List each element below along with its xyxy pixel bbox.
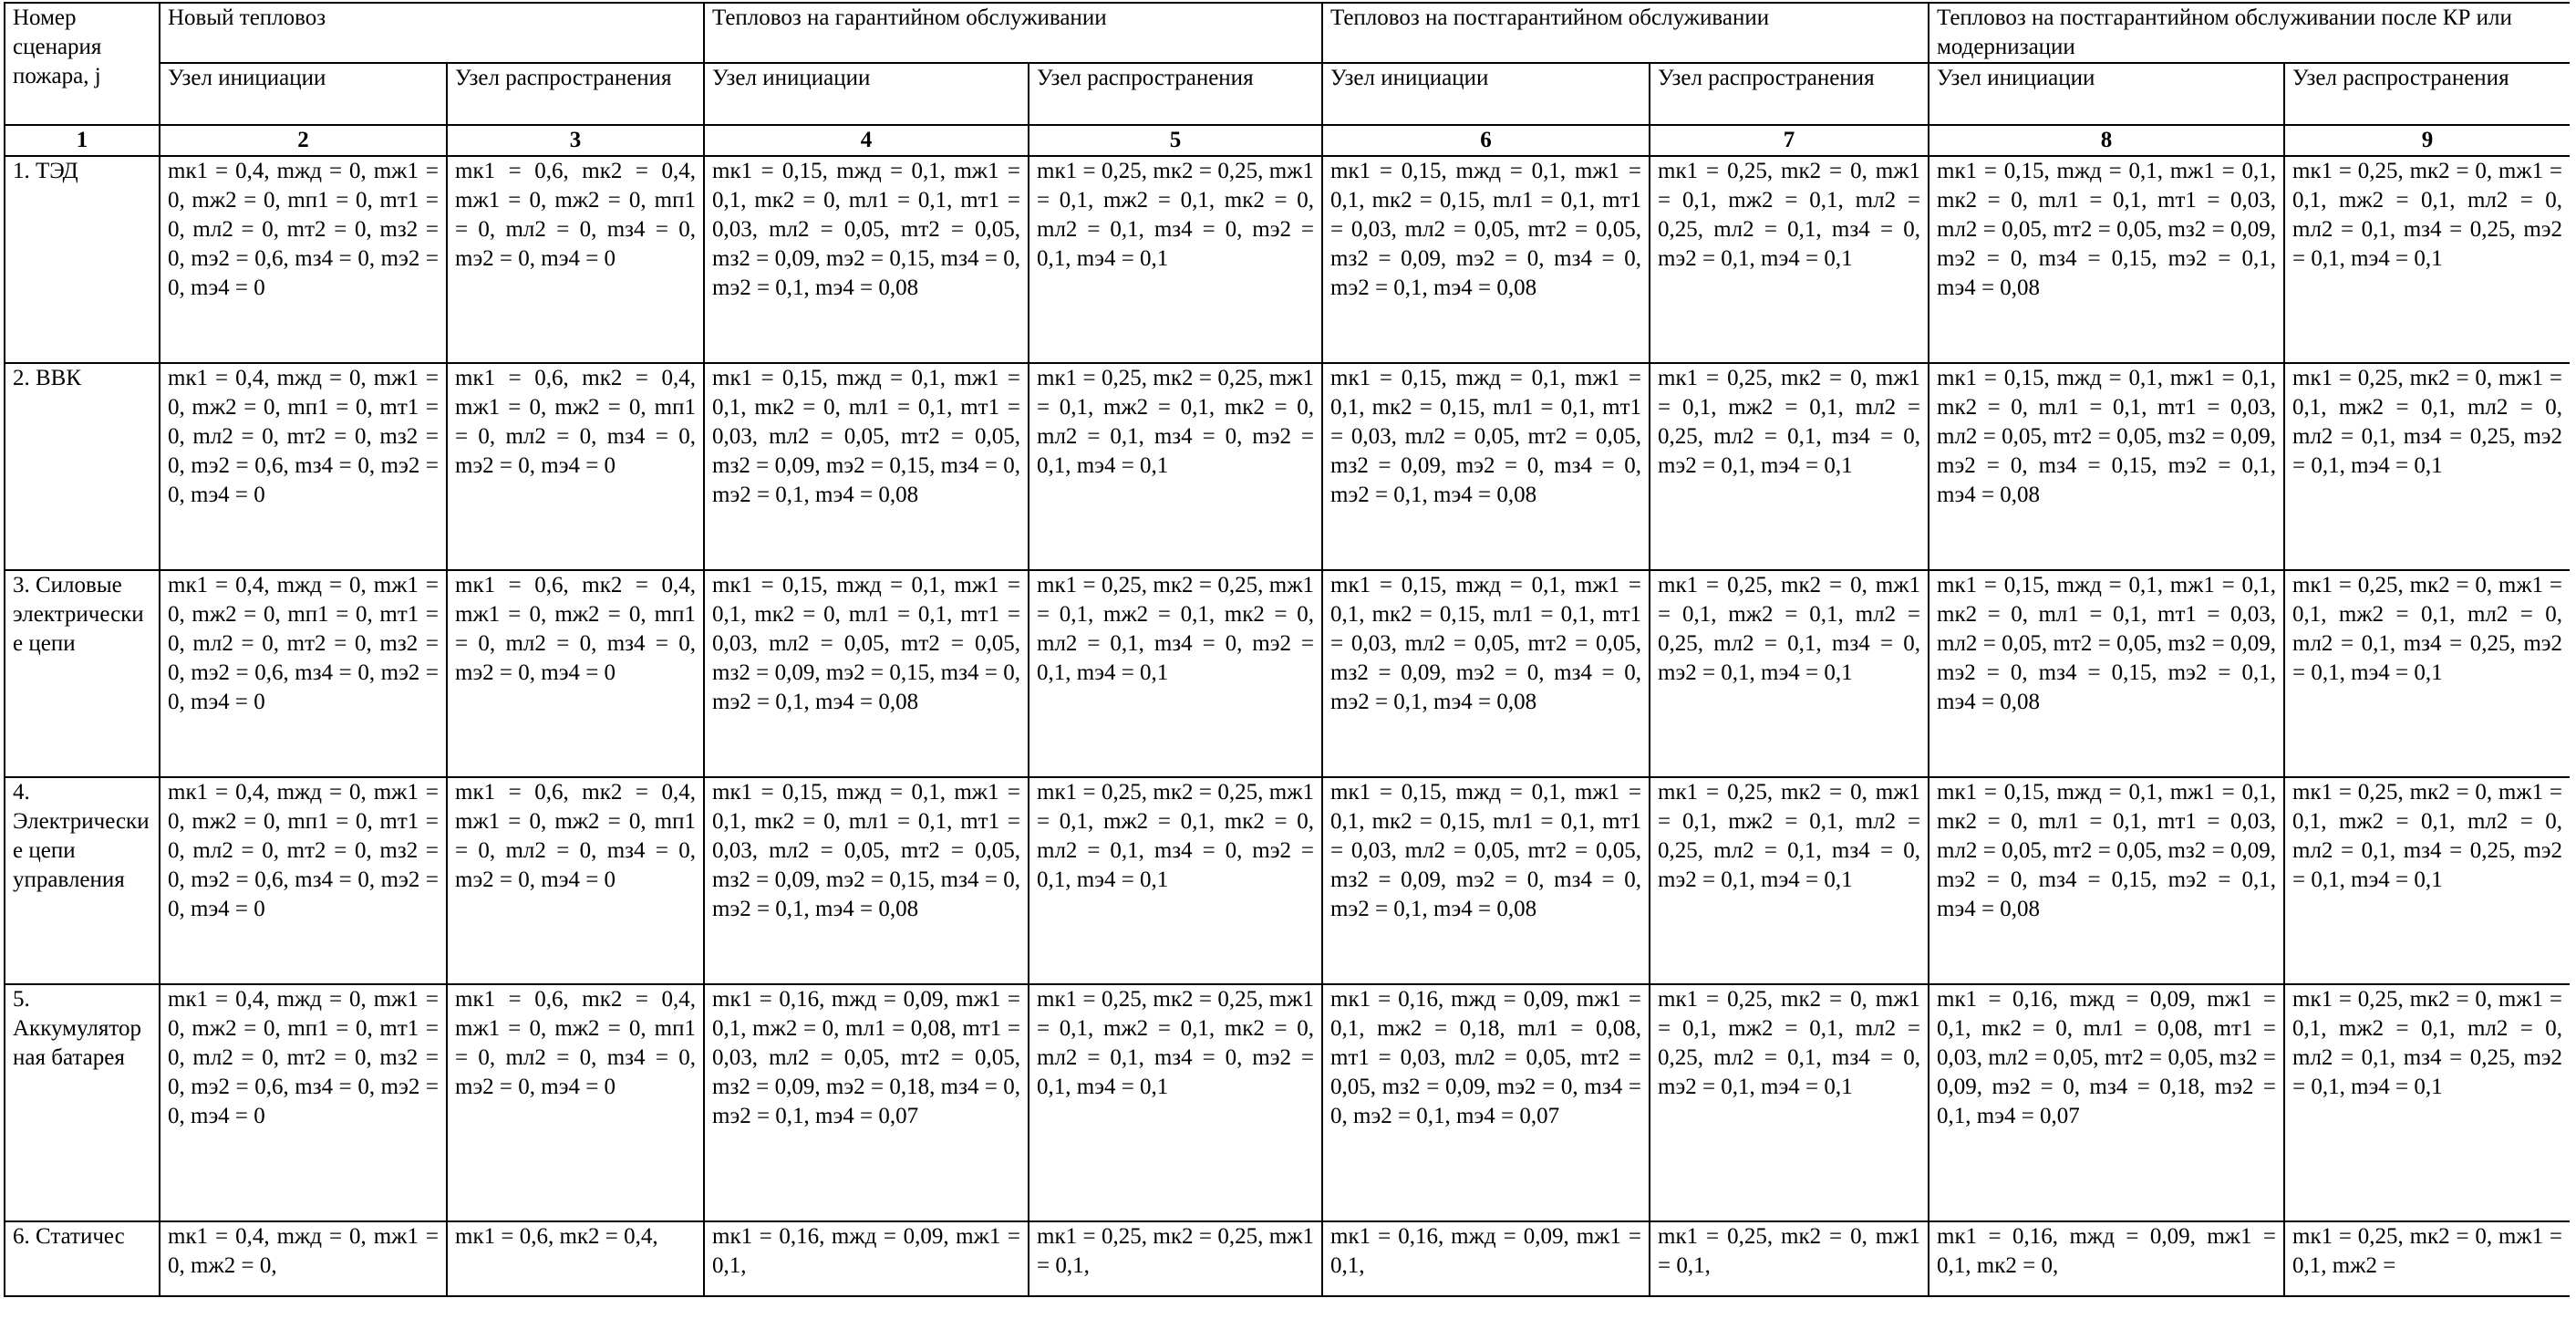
value-cell: mк1 = 0,6, mк2 = 0,4, mж1 = 0, mж2 = 0, mп1 = 0, mл2 = 0, mз4 = 0, mэ2 = 0, mэ4 = 0 <box>447 156 704 363</box>
value-cell: mк1 = 0,25, mк2 = 0,25, mж1 = 0,1, <box>1029 1221 1322 1296</box>
header-init-node: Узел инициации <box>1322 63 1650 125</box>
column-number: 4 <box>704 125 1029 156</box>
value-cell: mк1 = 0,4, mжд = 0, mж1 = 0, mж2 = 0, <box>160 1221 447 1296</box>
header-prop-node: Узел распространения <box>1650 63 1929 125</box>
value-cell: mк1 = 0,25, mк2 = 0, mж1 = 0,1, mж2 = 0,1, mл2 = 0,25, mл2 = 0,1, mз4 = 0, mэ2 = 0,1, mэ4 = 0,1 <box>1650 363 1929 570</box>
header-row-numbers <box>5 125 2570 156</box>
table-row <box>5 984 2570 1221</box>
header-prop-node: Узел распространения <box>2284 63 2570 125</box>
value-cell: mк1 = 0,16, mжд = 0,09, mж1 = 0,1, mж2 = 0,18, mл1 = 0,08, mт1 = 0,03, mл2 = 0,05, mт2 = 0,05, mз2 = 0,09, mэ2 = 0, mз4 = 0, mэ2 = 0,1, mэ4 = 0,07 <box>1322 984 1650 1221</box>
table-row <box>5 1221 2570 1296</box>
value-cell: mк1 = 0,4, mжд = 0, mж1 = 0, mж2 = 0, mп1 = 0, mт1 = 0, mл2 = 0, mт2 = 0, mз2 = 0, mэ2 = 0,6, mз4 = 0, mэ2 = 0, mэ4 = 0 <box>160 984 447 1221</box>
column-number: 5 <box>1029 125 1322 156</box>
value-cell: mк1 = 0,15, mжд = 0,1, mж1 = 0,1, mк2 = 0, mл1 = 0,1, mт1 = 0,03, mл2 = 0,05, mт2 = 0,05, mз2 = 0,09, mэ2 = 0, mз4 = 0,15, mэ2 = 0,1, mэ4 = 0,08 <box>1929 777 2284 984</box>
header-group-warranty: Тепловоз на гарантийном обслуживании <box>704 3 1322 63</box>
column-number: 6 <box>1322 125 1650 156</box>
value-cell: mк1 = 0,16, mжд = 0,09, mж1 = 0,1, <box>704 1221 1029 1296</box>
header-prop-node: Узел распространения <box>447 63 704 125</box>
document-page <box>4 2 2570 1317</box>
header-row-groups <box>5 3 2570 63</box>
value-cell: mк1 = 0,15, mжд = 0,1, mж1 = 0,1, mк2 = 0, mл1 = 0,1, mт1 = 0,03, mл2 = 0,05, mт2 = 0,05, mз2 = 0,09, mэ2 = 0, mз4 = 0,15, mэ2 = 0,1, mэ4 = 0,08 <box>1929 570 2284 777</box>
value-cell: mк1 = 0,15, mжд = 0,1, mж1 = 0,1, mк2 = 0,15, mл1 = 0,1, mт1 = 0,03, mл2 = 0,05, mт2 = 0,05, mз2 = 0,09, mэ2 = 0, mз4 = 0, mэ2 = 0,1, mэ4 = 0,08 <box>1322 156 1650 363</box>
value-cell: mк1 = 0,25, mк2 = 0, mж1 = 0,1, mж2 = 0,1, mл2 = 0,25, mл2 = 0,1, mз4 = 0, mэ2 = 0,1, mэ4 = 0,1 <box>1650 984 1929 1221</box>
value-cell: mк1 = 0,15, mжд = 0,1, mж1 = 0,1, mк2 = 0, mл1 = 0,1, mт1 = 0,03, mл2 = 0,05, mт2 = 0,05, mз2 = 0,09, mэ2 = 0,15, mз4 = 0, mэ2 = 0,1, mэ4 = 0,08 <box>704 570 1029 777</box>
header-group-overhaul: Тепловоз на постгарантийном обслуживании после КР или модернизации <box>1929 3 2570 63</box>
value-cell: mк1 = 0,25, mк2 = 0,25, mж1 = 0,1, mж2 = 0,1, mк2 = 0, mл2 = 0,1, mз4 = 0, mэ2 = 0,1, mэ4 = 0,1 <box>1029 777 1322 984</box>
value-cell: mк1 = 0,25, mк2 = 0, mж1 = 0,1, mж2 = 0,1, mл2 = 0, mл2 = 0,1, mз4 = 0,25, mэ2 = 0,1, mэ4 = 0,1 <box>2284 570 2570 777</box>
column-number: 8 <box>1929 125 2284 156</box>
value-cell: mк1 = 0,25, mк2 = 0, mж1 = 0,1, mж2 = 0,1, mл2 = 0, mл2 = 0,1, mз4 = 0,25, mэ2 = 0,1, mэ4 = 0,1 <box>2284 984 2570 1221</box>
header-init-node: Узел инициации <box>704 63 1029 125</box>
header-group-new: Новый тепловоз <box>160 3 704 63</box>
table-row <box>5 363 2570 570</box>
value-cell: mк1 = 0,15, mжд = 0,1, mж1 = 0,1, mк2 = 0, mл1 = 0,1, mт1 = 0,03, mл2 = 0,05, mт2 = 0,05, mз2 = 0,09, mэ2 = 0,15, mз4 = 0, mэ2 = 0,1, mэ4 = 0,08 <box>704 156 1029 363</box>
value-cell: mк1 = 0,6, mк2 = 0,4, mж1 = 0, mж2 = 0, mп1 = 0, mл2 = 0, mз4 = 0, mэ2 = 0, mэ4 = 0 <box>447 984 704 1221</box>
value-cell: mк1 = 0,25, mк2 = 0,25, mж1 = 0,1, mж2 = 0,1, mк2 = 0, mл2 = 0,1, mз4 = 0, mэ2 = 0,1, mэ4 = 0,1 <box>1029 570 1322 777</box>
value-cell: mк1 = 0,4, mжд = 0, mж1 = 0, mж2 = 0, mп1 = 0, mт1 = 0, mл2 = 0, mт2 = 0, mз2 = 0, mэ2 = 0,6, mз4 = 0, mэ2 = 0, mэ4 = 0 <box>160 570 447 777</box>
column-number: 2 <box>160 125 447 156</box>
fire-scenario-table <box>4 2 2570 1297</box>
value-cell: mк1 = 0,25, mк2 = 0,25, mж1 = 0,1, mж2 = 0,1, mк2 = 0, mл2 = 0,1, mз4 = 0, mэ2 = 0,1, mэ4 = 0,1 <box>1029 363 1322 570</box>
value-cell: mк1 = 0,6, mк2 = 0,4, mж1 = 0, mж2 = 0, mп1 = 0, mл2 = 0, mз4 = 0, mэ2 = 0, mэ4 = 0 <box>447 570 704 777</box>
scenario-cell: 4. Электрические цепи управления <box>5 777 160 984</box>
scenario-cell: 2. ВВК <box>5 363 160 570</box>
value-cell: mк1 = 0,16, mжд = 0,09, mж1 = 0,1, <box>1322 1221 1650 1296</box>
value-cell: mк1 = 0,4, mжд = 0, mж1 = 0, mж2 = 0, mп1 = 0, mт1 = 0, mл2 = 0, mт2 = 0, mз2 = 0, mэ2 = 0,6, mз4 = 0, mэ2 = 0, mэ4 = 0 <box>160 363 447 570</box>
value-cell: mк1 = 0,25, mк2 = 0,25, mж1 = 0,1, mж2 = 0,1, mк2 = 0, mл2 = 0,1, mз4 = 0, mэ2 = 0,1, mэ4 = 0,1 <box>1029 984 1322 1221</box>
value-cell: mк1 = 0,25, mк2 = 0, mж1 = 0,1, mж2 = 0,1, mл2 = 0, mл2 = 0,1, mз4 = 0,25, mэ2 = 0,1, mэ4 = 0,1 <box>2284 156 2570 363</box>
column-number: 9 <box>2284 125 2570 156</box>
value-cell: mк1 = 0,25, mк2 = 0, mж1 = 0,1, mж2 = 0,1, mл2 = 0, mл2 = 0,1, mз4 = 0,25, mэ2 = 0,1, mэ4 = 0,1 <box>2284 363 2570 570</box>
header-prop-node: Узел распространения <box>1029 63 1322 125</box>
header-row-nodes <box>5 63 2570 125</box>
value-cell: mк1 = 0,25, mк2 = 0, mж1 = 0,1, <box>1650 1221 1929 1296</box>
value-cell: mк1 = 0,25, mк2 = 0, mж1 = 0,1, mж2 = 0,1, mл2 = 0,25, mл2 = 0,1, mз4 = 0, mэ2 = 0,1, mэ4 = 0,1 <box>1650 570 1929 777</box>
value-cell: mк1 = 0,25, mк2 = 0, mж1 = 0,1, mж2 = <box>2284 1221 2570 1296</box>
column-number: 3 <box>447 125 704 156</box>
scenario-cell: 6. Статичес <box>5 1221 160 1296</box>
header-init-node: Узел инициации <box>1929 63 2284 125</box>
header-init-node: Узел инициации <box>160 63 447 125</box>
value-cell: mк1 = 0,25, mк2 = 0, mж1 = 0,1, mж2 = 0,1, mл2 = 0,25, mл2 = 0,1, mз4 = 0, mэ2 = 0,1, mэ4 = 0,1 <box>1650 156 1929 363</box>
value-cell: mк1 = 0,6, mк2 = 0,4, mж1 = 0, mж2 = 0, mп1 = 0, mл2 = 0, mз4 = 0, mэ2 = 0, mэ4 = 0 <box>447 363 704 570</box>
value-cell: mк1 = 0,15, mжд = 0,1, mж1 = 0,1, mк2 = 0, mл1 = 0,1, mт1 = 0,03, mл2 = 0,05, mт2 = 0,05, mз2 = 0,09, mэ2 = 0,15, mз4 = 0, mэ2 = 0,1, mэ4 = 0,08 <box>704 363 1029 570</box>
value-cell: mк1 = 0,25, mк2 = 0,25, mж1 = 0,1, mж2 = 0,1, mк2 = 0, mл2 = 0,1, mз4 = 0, mэ2 = 0,1, mэ4 = 0,1 <box>1029 156 1322 363</box>
table-row <box>5 156 2570 363</box>
scenario-cell: 5. Аккумуляторная батарея <box>5 984 160 1221</box>
value-cell: mк1 = 0,15, mжд = 0,1, mж1 = 0,1, mк2 = 0,15, mл1 = 0,1, mт1 = 0,03, mл2 = 0,05, mт2 = 0,05, mз2 = 0,09, mэ2 = 0, mз4 = 0, mэ2 = 0,1, mэ4 = 0,08 <box>1322 363 1650 570</box>
value-cell: mк1 = 0,16, mжд = 0,09, mж1 = 0,1, mк2 = 0, <box>1929 1221 2284 1296</box>
scenario-cell: 1. ТЭД <box>5 156 160 363</box>
value-cell: mк1 = 0,6, mк2 = 0,4, <box>447 1221 704 1296</box>
value-cell: mк1 = 0,16, mжд = 0,09, mж1 = 0,1, mж2 = 0, mл1 = 0,08, mт1 = 0,03, mл2 = 0,05, mт2 = 0,05, mз2 = 0,09, mэ2 = 0,18, mз4 = 0, mэ2 = 0,1, mэ4 = 0,07 <box>704 984 1029 1221</box>
value-cell: mк1 = 0,15, mжд = 0,1, mж1 = 0,1, mк2 = 0,15, mл1 = 0,1, mт1 = 0,03, mл2 = 0,05, mт2 = 0,05, mз2 = 0,09, mэ2 = 0, mз4 = 0, mэ2 = 0,1, mэ4 = 0,08 <box>1322 777 1650 984</box>
value-cell: mк1 = 0,25, mк2 = 0, mж1 = 0,1, mж2 = 0,1, mл2 = 0, mл2 = 0,1, mз4 = 0,25, mэ2 = 0,1, mэ4 = 0,1 <box>2284 777 2570 984</box>
table-row <box>5 570 2570 777</box>
column-number: 7 <box>1650 125 1929 156</box>
value-cell: mк1 = 0,4, mжд = 0, mж1 = 0, mж2 = 0, mп1 = 0, mт1 = 0, mл2 = 0, mт2 = 0, mз2 = 0, mэ2 = 0,6, mз4 = 0, mэ2 = 0, mэ4 = 0 <box>160 156 447 363</box>
value-cell: mк1 = 0,15, mжд = 0,1, mж1 = 0,1, mк2 = 0, mл1 = 0,1, mт1 = 0,03, mл2 = 0,05, mт2 = 0,05, mз2 = 0,09, mэ2 = 0, mз4 = 0,15, mэ2 = 0,1, mэ4 = 0,08 <box>1929 363 2284 570</box>
value-cell: mк1 = 0,15, mжд = 0,1, mж1 = 0,1, mк2 = 0, mл1 = 0,1, mт1 = 0,03, mл2 = 0,05, mт2 = 0,05, mз2 = 0,09, mэ2 = 0,15, mз4 = 0, mэ2 = 0,1, mэ4 = 0,08 <box>704 777 1029 984</box>
value-cell: mк1 = 0,6, mк2 = 0,4, mж1 = 0, mж2 = 0, mп1 = 0, mл2 = 0, mз4 = 0, mэ2 = 0, mэ4 = 0 <box>447 777 704 984</box>
column-number: 1 <box>5 125 160 156</box>
value-cell: mк1 = 0,4, mжд = 0, mж1 = 0, mж2 = 0, mп1 = 0, mт1 = 0, mл2 = 0, mт2 = 0, mз2 = 0, mэ2 = 0,6, mз4 = 0, mэ2 = 0, mэ4 = 0 <box>160 777 447 984</box>
scenario-cell: 3. Силовые электрические цепи <box>5 570 160 777</box>
header-scenario: Номер сценария пожара, j <box>5 3 160 125</box>
value-cell: mк1 = 0,15, mжд = 0,1, mж1 = 0,1, mк2 = 0, mл1 = 0,1, mт1 = 0,03, mл2 = 0,05, mт2 = 0,05, mз2 = 0,09, mэ2 = 0, mз4 = 0,15, mэ2 = 0,1, mэ4 = 0,08 <box>1929 156 2284 363</box>
value-cell: mк1 = 0,25, mк2 = 0, mж1 = 0,1, mж2 = 0,1, mл2 = 0,25, mл2 = 0,1, mз4 = 0, mэ2 = 0,1, mэ4 = 0,1 <box>1650 777 1929 984</box>
value-cell: mк1 = 0,15, mжд = 0,1, mж1 = 0,1, mк2 = 0,15, mл1 = 0,1, mт1 = 0,03, mл2 = 0,05, mт2 = 0,05, mз2 = 0,09, mэ2 = 0, mз4 = 0, mэ2 = 0,1, mэ4 = 0,08 <box>1322 570 1650 777</box>
value-cell: mк1 = 0,16, mжд = 0,09, mж1 = 0,1, mк2 = 0, mл1 = 0,08, mт1 = 0,03, mл2 = 0,05, mт2 = 0,05, mз2 = 0,09, mэ2 = 0, mз4 = 0,18, mэ2 = 0,1, mэ4 = 0,07 <box>1929 984 2284 1221</box>
header-group-postwarranty: Тепловоз на постгарантийном обслуживании <box>1322 3 1929 63</box>
table-row <box>5 777 2570 984</box>
